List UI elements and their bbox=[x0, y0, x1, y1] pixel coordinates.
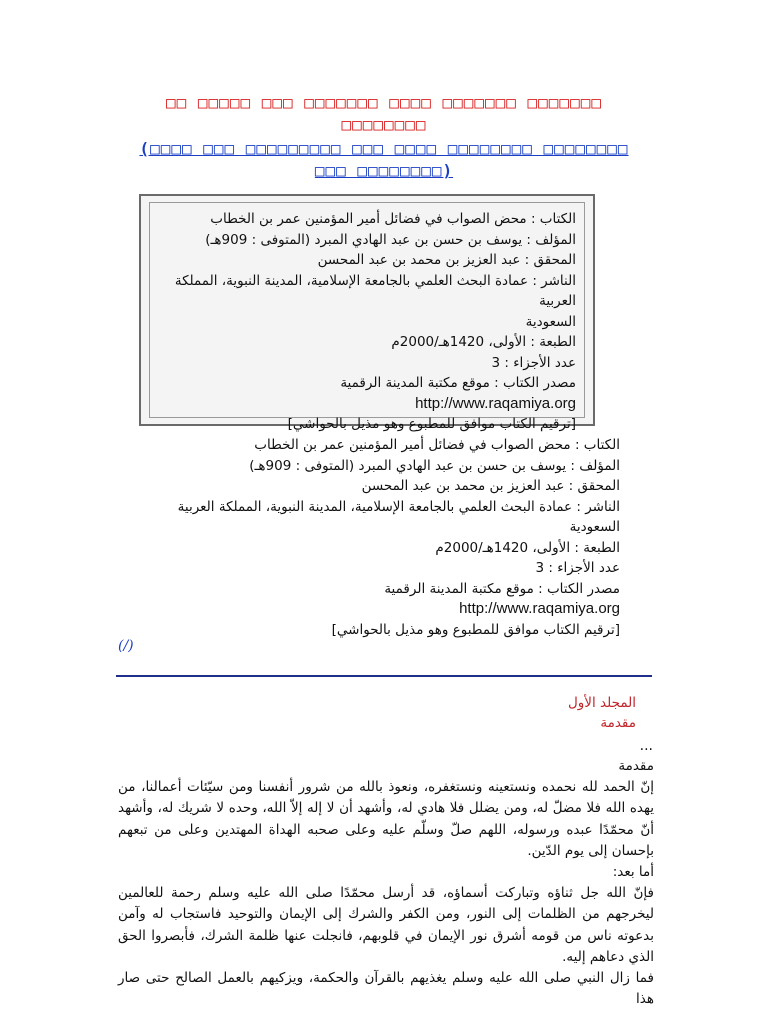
plain-edition-line: الطبعة : الأولى، 1420هـ/2000م bbox=[435, 539, 620, 556]
page-header bbox=[110, 92, 658, 182]
page-title-line-2: □□□□□□□□ bbox=[341, 115, 427, 134]
book-title-line: الكتاب : محض الصواب في فضائل أمير المؤمنين عمر بن الخطاب bbox=[210, 211, 576, 227]
body-paragraph-2: أما بعد: bbox=[612, 864, 654, 881]
section-divider bbox=[116, 675, 652, 677]
root-link[interactable]: (/) bbox=[118, 638, 134, 654]
book-info-box-inner bbox=[149, 202, 585, 432]
volume-heading bbox=[568, 693, 636, 733]
plain-publisher-line: الناشر : عمادة البحث العلمي بالجامعة الإسلامية، المدينة النبوية، المملكة العربية السعودية bbox=[177, 498, 620, 535]
book-numbering-note: [ترقيم الكتاب موافق للمطبوع وهو مذيل بالحواشي] bbox=[287, 416, 576, 432]
book-publisher-line: الناشر : عمادة البحث العلمي بالجامعة الإسلامية، المدينة النبوية، المملكة العربية bbox=[174, 272, 576, 309]
book-info-plain bbox=[140, 435, 620, 640]
subtitle-link[interactable] bbox=[110, 138, 658, 182]
book-publisher-line-cont: السعودية bbox=[525, 313, 576, 330]
plain-numbering-note: [ترقيم الكتاب موافق للمطبوع وهو مذيل بالحواشي] bbox=[331, 621, 620, 638]
book-source-url: http://www.raqamiya.org bbox=[415, 394, 576, 412]
body-paragraph-1: إنّ الحمد لله نحمده ونستعينه ونستغفره، ونعوذ بالله من شرور أنفسنا ومن سيّئات أعمالنا، من يهده الله فلا مضلّ له، ومن يضلل فلا هادي له، وأشهد أن لا إله إلاّ الله، وحده لا شريك له، وأشهد أنّ محمّدًا عبده ورسوله، اللهم صلّ وسلّم عليه وعلى صحبه الهداة المهتدين وعلى من تبعهم بإحسان إلى يوم الدّين. bbox=[118, 779, 654, 859]
book-source-line: مصدر الكتاب : موقع مكتبة المدينة الرقمية bbox=[340, 375, 576, 391]
book-editor-line: المحقق : عبد العزيز بن محمد بن عبد المحسن bbox=[317, 252, 576, 268]
subtitle-line-2: (□□□□□□□□ □□□ bbox=[314, 161, 454, 180]
plain-editor-line: المحقق : عبد العزيز بن محمد بن عبد المحسن bbox=[361, 478, 620, 494]
section-title: مقدمة bbox=[600, 715, 636, 731]
body-paragraph-3: فإنّ الله جل ثناؤه وتباركت أسماؤه، قد أرسل محمّدًا صلى الله عليه وسلم رحمة للعالمين ليخرجهم من الظلمات إلى النور، ومن الكفر والشرك إلى الإيمان والتوحيد فاستجاب له وآمن بدعوته ناس من قومه أشرق نور الإيمان في قلوبهم، فانجلت عنها ظلمة الشرك، فأبصروا الحق الذي دعاهم إليه. bbox=[118, 885, 654, 965]
book-author-line: المؤلف : يوسف بن حسن بن عبد الهادي المبرد (المتوفى : 909هـ) bbox=[205, 231, 576, 248]
plain-title-line: الكتاب : محض الصواب في فضائل أمير المؤمنين عمر بن الخطاب bbox=[254, 437, 620, 453]
body-text bbox=[118, 756, 654, 1010]
volume-title: المجلد الأول bbox=[567, 695, 636, 711]
body-heading: مقدمة bbox=[618, 758, 654, 774]
book-info-box bbox=[139, 194, 595, 432]
book-edition-line: الطبعة : الأولى، 1420هـ/2000م bbox=[391, 334, 576, 350]
plain-source-url: http://www.raqamiya.org bbox=[459, 600, 620, 617]
body-paragraph-4: فما زال النبي صلى الله عليه وسلم يغذيهم بالقرآن والحكمة، ويزكيهم بالعمل الصالح حتى صار هذا bbox=[118, 970, 654, 1008]
page-title-line-1: □□□□□□□ □□□□□□□ □□□□ □□□□□□□ □□□ □□□□□ □□ bbox=[166, 93, 602, 112]
subtitle-line-1: □□□□□□□□ □□□□□□□□ □□□□ □□□ □□□□□□□□□ □□□ □□□□) bbox=[139, 139, 629, 158]
book-volumes-line: عدد الأجزاء : 3 bbox=[491, 354, 576, 371]
plain-volumes-line: عدد الأجزاء : 3 bbox=[535, 560, 620, 576]
ellipsis: ... bbox=[639, 738, 653, 754]
plain-author-line: المؤلف : يوسف بن حسن بن عبد الهادي المبرد (المتوفى : 909هـ) bbox=[249, 457, 620, 474]
page-title bbox=[110, 92, 658, 136]
plain-source-line: مصدر الكتاب : موقع مكتبة المدينة الرقمية bbox=[384, 580, 620, 597]
